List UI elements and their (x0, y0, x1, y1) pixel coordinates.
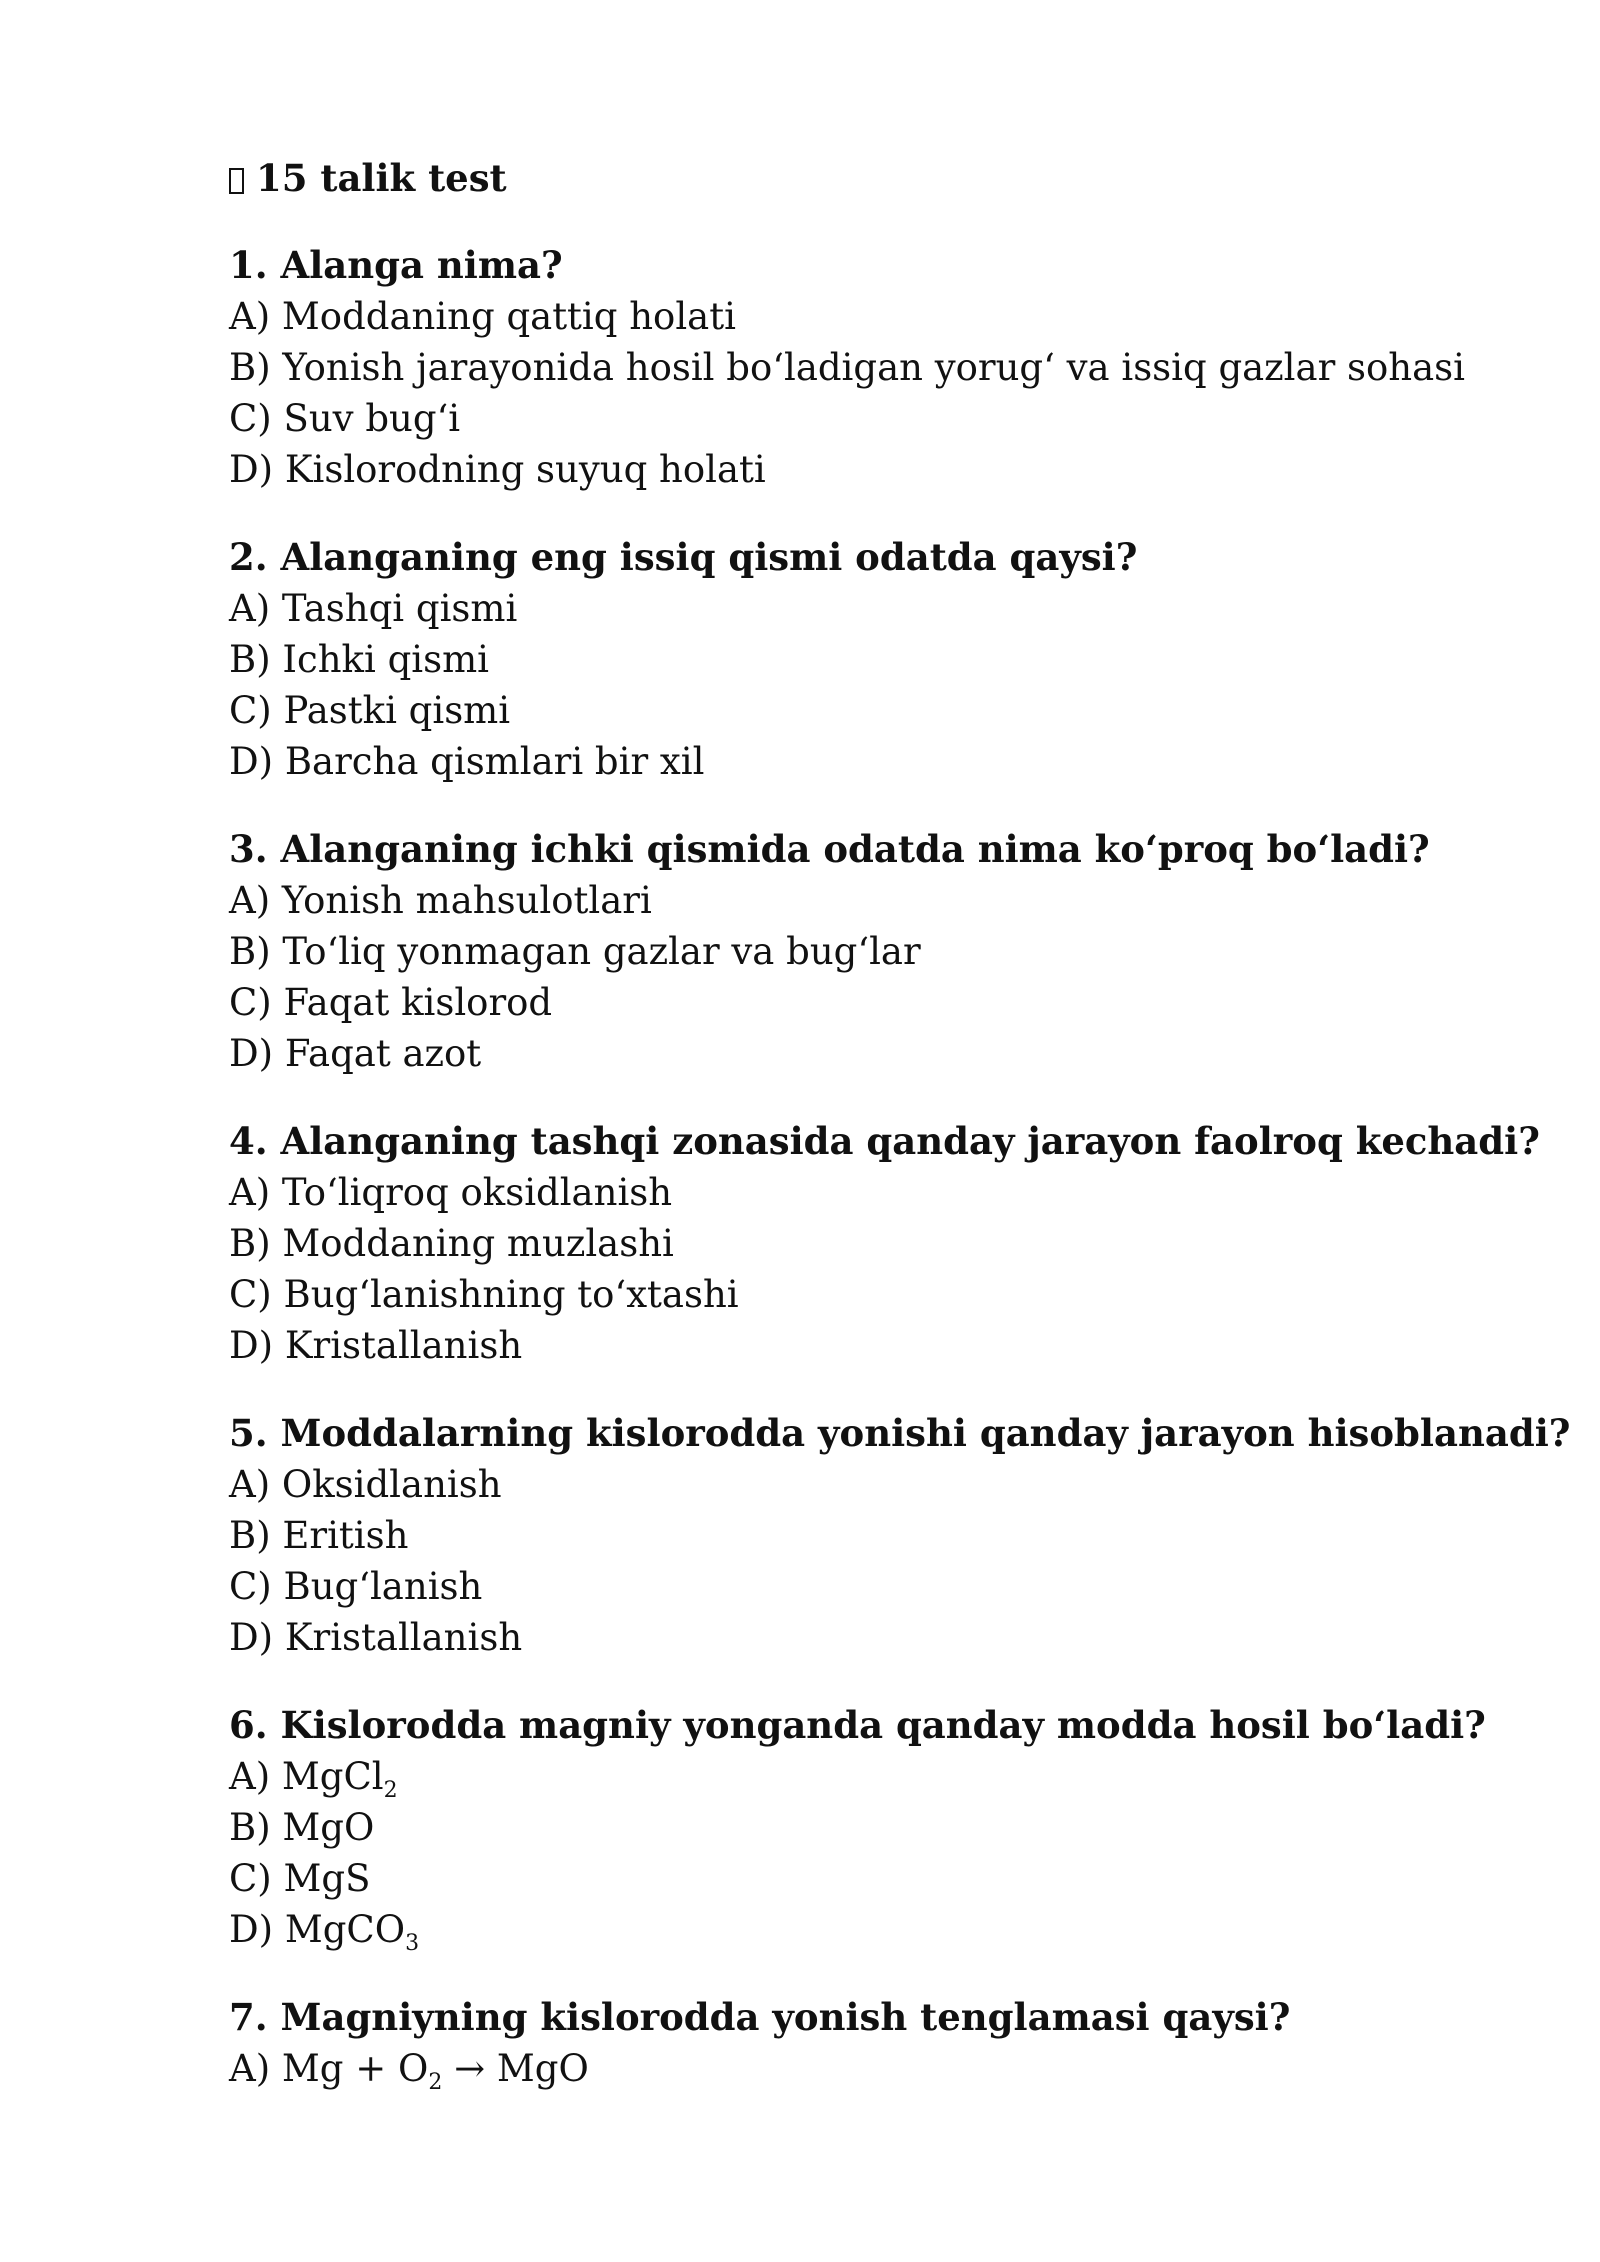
formula-text: D) MgCO (229, 1908, 406, 1951)
question-text: 7. Magniyning kislorodda yonish tenglamasi qaysi? (229, 1995, 1291, 2039)
document-title (229, 153, 1529, 204)
question-3 (229, 824, 1529, 1079)
answer-option-formula (229, 1751, 1529, 1802)
question-4 (229, 1116, 1540, 1371)
answer-option: B) Eritish (229, 1514, 409, 1557)
answer-option: B) Yonish jarayonida hosil bo‘ladigan yorug‘ va issiq gazlar sohasi (229, 346, 1465, 389)
question-1 (229, 240, 1529, 495)
formula-text: A) Mg + O (229, 2047, 429, 2090)
answer-option: B) Ichki qismi (229, 638, 489, 681)
answer-option: D) Faqat azot (229, 1032, 482, 1075)
answer-option: A) Yonish mahsulotlari (229, 879, 652, 922)
question-2 (229, 532, 1529, 787)
question-text: 5. Moddalarning kislorodda yonishi qanday jarayon hisoblanadi? (229, 1411, 1571, 1455)
answer-option: C) MgS (229, 1857, 371, 1900)
question-5 (229, 1408, 1571, 1663)
formula-subscript: 3 (405, 1931, 420, 1956)
answer-option: A) Moddaning qattiq holati (229, 295, 736, 338)
formula-text: → MgO (442, 2047, 589, 2090)
answer-option: D) Barcha qismlari bir xil (229, 740, 705, 783)
question-text: 6. Kislorodda magniy yonganda qanday modda hosil bo‘ladi? (229, 1703, 1486, 1747)
question-7 (229, 1992, 1529, 2094)
answer-option-formula (229, 2043, 1529, 2094)
question-text: 1. Alanga nima? (229, 243, 563, 287)
answer-option: A) To‘liqroq oksidlanish (229, 1171, 673, 1214)
question-text: 4. Alanganing tashqi zonasida qanday jarayon faolroq kechadi? (229, 1119, 1540, 1163)
formula-subscript: 2 (383, 1778, 398, 1803)
answer-option: A) Oksidlanish (229, 1463, 502, 1506)
answer-option: C) Bug‘lanishning to‘xtashi (229, 1273, 739, 1316)
question-6 (229, 1700, 1529, 1955)
answer-option: B) MgO (229, 1806, 375, 1849)
answer-option: C) Faqat kislorod (229, 981, 553, 1024)
answer-option: C) Pastki qismi (229, 689, 511, 732)
question-text: 3. Alanganing ichki qismida odatda nima ko‘proq bo‘ladi? (229, 827, 1430, 871)
formula-text: A) MgCl (229, 1755, 384, 1798)
answer-option: A) Tashqi qismi (229, 587, 518, 630)
answer-option: B) Moddaning muzlashi (229, 1222, 674, 1265)
question-text: 2. Alanganing eng issiq qismi odatda qaysi? (229, 535, 1138, 579)
document-page (229, 153, 1571, 2131)
answer-option: C) Suv bug‘i (229, 397, 461, 440)
answer-option: D) Kristallanish (229, 1324, 523, 1367)
answer-option: D) Kislorodning suyuq holati (229, 448, 766, 491)
answer-option: C) Bug‘lanish (229, 1565, 483, 1608)
formula-subscript: 2 (428, 2070, 443, 2095)
answer-option: B) To‘liq yonmagan gazlar va bug‘lar (229, 930, 921, 973)
document-title-text: 15 talik test (256, 156, 507, 200)
answer-option: D) Kristallanish (229, 1616, 523, 1659)
missing-glyph-box-icon (229, 168, 244, 194)
answer-option-formula (229, 1904, 1529, 1955)
